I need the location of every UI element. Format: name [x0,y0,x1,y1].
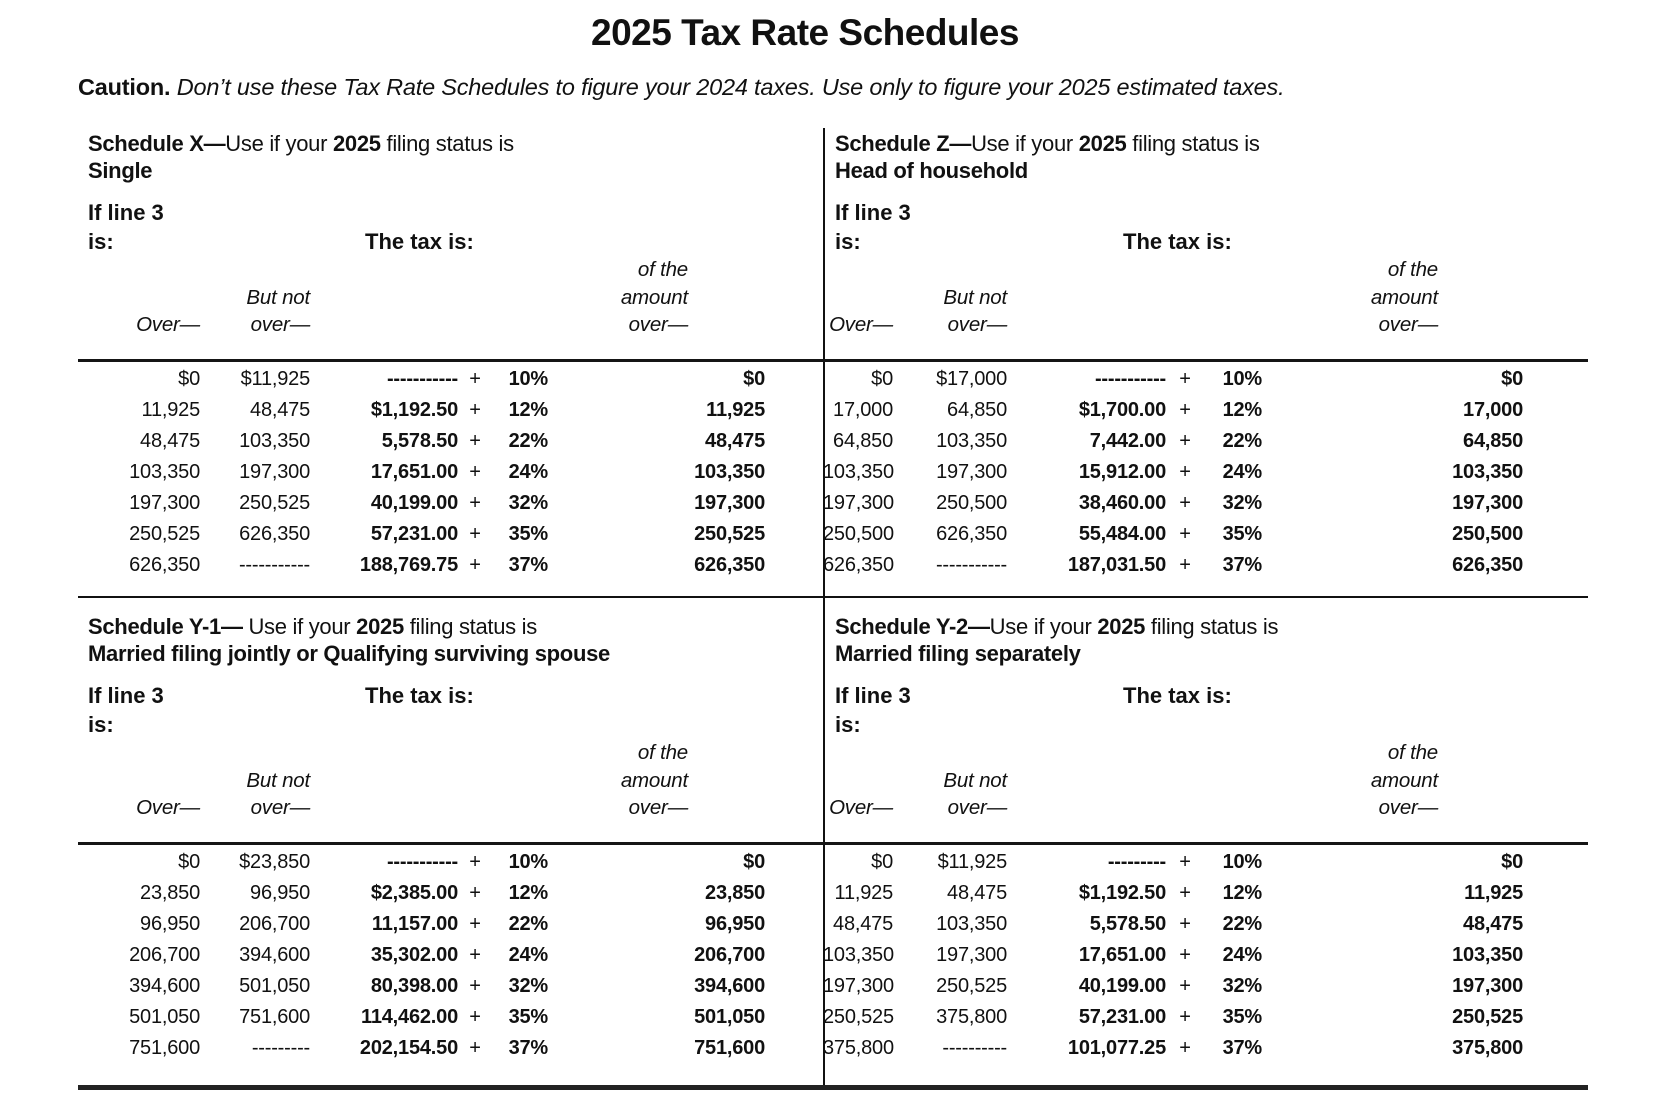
page-title: 2025 Tax Rate Schedules [591,12,1019,53]
of-amount-cell: 501,050 [694,1005,765,1028]
of-amount-cell: 11,925 [706,398,765,421]
over-cell: $0 [178,367,200,390]
over-cell: 11,925 [834,881,893,904]
plus-sign: + [1179,522,1191,545]
but-not-over-header [893,767,1007,822]
schedule-y1-panel [78,598,823,1086]
tax-bracket-row [823,909,1588,940]
header-rule [78,359,823,362]
schedules-grid [78,126,1588,1090]
if-line3-l1: If line 3 [88,683,164,708]
tax-amount-cell: 38,460.00 [1078,491,1166,514]
rate-cell: 10% [1222,850,1262,873]
tax-amount-cell: ----------- [386,367,458,390]
but-not-over-cell: 197,300 [239,460,310,483]
schedule-y1-filing-status: Married filing jointly or Qualifying surviving spouse [88,640,610,666]
of-amount-l2: amount [620,768,688,792]
but-not-l1: But not [246,285,310,309]
of-amount-cell: 250,525 [694,522,765,545]
header-rule [823,842,1588,845]
tax-bracket-row [823,971,1588,1002]
but-not-l1: But not [943,285,1007,309]
tax-amount-cell: 40,199.00 [370,491,458,514]
condition-row [78,198,823,256]
tax-amount-cell: 35,302.00 [370,943,458,966]
but-not-over-cell: 206,700 [239,912,310,935]
header-rule [78,842,823,845]
plus-sign: + [1179,1005,1191,1028]
over-cell: 96,950 [140,912,200,935]
if-line3-l2: is: [835,712,861,737]
tax-amount-cell: --------- [1107,850,1166,873]
over-cell: 197,300 [823,974,894,997]
tax-is-label: The tax is: [365,229,474,254]
of-amount-l1: of the [637,741,688,764]
if-line3-l1: If line 3 [835,200,911,225]
but-not-l2: over— [947,313,1007,336]
tax-amount-cell: 15,912.00 [1078,460,1166,483]
of-amount-cell: $0 [743,367,765,390]
rate-cell: 10% [1222,367,1262,390]
schedule-y2-rows [823,847,1588,1064]
but-not-over-cell: --------- [251,1036,310,1059]
schedule-z-panel [823,126,1588,596]
tax-amount-cell: 7,442.00 [1089,429,1166,452]
of-amount-cell: 103,350 [1452,460,1523,483]
but-not-l2: over— [250,313,310,336]
but-not-over-cell: $23,850 [239,850,310,873]
but-not-over-cell: 64,850 [947,398,1007,421]
plus-sign: + [469,429,481,452]
plus-sign: + [1179,491,1191,514]
tax-bracket-row [78,519,823,550]
tax-amount-cell: $1,700.00 [1078,398,1166,421]
tax-bracket-row [78,1002,823,1033]
tax-amount-cell: ----------- [1094,367,1166,390]
of-amount-cell: 626,350 [694,553,765,576]
over-header: Over— [829,313,893,336]
column-headers [78,256,823,339]
but-not-over-cell: 250,525 [239,491,310,514]
over-cell: 626,350 [823,553,894,576]
rate-cell: 35% [508,522,548,545]
of-amount-header [548,739,823,822]
tax-amount-cell: 17,651.00 [370,460,458,483]
schedule-y1-year: 2025 [356,614,404,639]
tax-amount-cell: 80,398.00 [370,974,458,997]
but-not-over-cell: 48,475 [250,398,310,421]
over-cell: 375,800 [823,1036,894,1059]
over-cell: 394,600 [129,974,200,997]
rate-cell: 22% [508,912,548,935]
of-amount-cell: $0 [1501,367,1523,390]
rate-cell: 22% [508,429,548,452]
of-amount-cell: 17,000 [1463,398,1523,421]
schedule-x-name: Schedule X— [88,131,226,156]
plus-sign: + [469,974,481,997]
of-amount-cell: 197,300 [1452,491,1523,514]
if-line3-l1: If line 3 [88,200,164,225]
tax-amount-cell: ----------- [386,850,458,873]
tax-amount-cell: 55,484.00 [1078,522,1166,545]
rate-cell: 37% [508,553,548,576]
rate-cell: 35% [508,1005,548,1028]
of-amount-cell: 103,350 [694,460,765,483]
tax-bracket-row [78,488,823,519]
tax-bracket-row [823,457,1588,488]
over-cell: 197,300 [129,491,200,514]
over-cell: $0 [871,367,893,390]
tax-bracket-row [823,364,1588,395]
rate-cell: 24% [508,460,548,483]
plus-sign: + [469,522,481,545]
schedule-y1-status-text: filing status is [403,614,537,639]
but-not-l1: But not [246,768,310,792]
but-not-l1: But not [943,768,1007,792]
tax-bracket-row [78,909,823,940]
schedule-y1-title [78,598,823,667]
rate-cell: 32% [508,974,548,997]
schedule-x-filing-status: Single [88,157,153,183]
of-amount-l2: amount [1370,285,1438,309]
over-cell: 11,925 [141,398,200,421]
over-cell: 250,525 [823,1005,894,1028]
tax-amount-cell: $1,192.50 [370,398,458,421]
of-amount-header [1262,739,1588,822]
plus-sign: + [469,553,481,576]
schedule-y2-use-text: Use if your [989,614,1098,639]
schedule-z-status-text: filing status is [1126,131,1260,156]
rate-cell: 12% [1222,398,1262,421]
but-not-over-cell: $17,000 [936,367,1007,390]
if-line3-l2: is: [88,229,114,254]
but-not-over-cell: 250,525 [936,974,1007,997]
of-amount-cell: 11,925 [1464,881,1523,904]
plus-sign: + [1179,429,1191,452]
schedule-y2-name: Schedule Y-2— [835,614,990,639]
schedule-x-status-text: filing status is [380,131,514,156]
over-cell: 501,050 [129,1005,200,1028]
tax-amount-cell: 57,231.00 [370,522,458,545]
of-amount-l3: over— [628,313,688,336]
of-amount-cell: 394,600 [694,974,765,997]
rate-cell: 32% [1222,974,1262,997]
plus-sign: + [1179,850,1191,873]
of-amount-cell: 64,850 [1463,429,1523,452]
schedule-y2-filing-status: Married filing separately [835,640,1081,666]
of-amount-cell: 375,800 [1452,1036,1523,1059]
but-not-over-cell: 197,300 [936,943,1007,966]
tax-amount-cell: $2,385.00 [370,881,458,904]
schedule-y1-use-text: Use if your [242,614,357,639]
but-not-over-cell: 626,350 [239,522,310,545]
of-amount-l3: over— [1378,313,1438,336]
tax-is-label: The tax is: [1123,683,1232,708]
rate-cell: 32% [1222,491,1262,514]
of-amount-cell: 103,350 [1452,943,1523,966]
schedule-x-panel [78,126,823,596]
tax-amount-cell: 114,462.00 [361,1005,458,1028]
of-amount-l1: of the [1387,258,1438,281]
bottom-row [78,598,1588,1086]
caution-label: Caution. [78,74,171,100]
over-cell: 206,700 [129,943,200,966]
schedule-y1-rows [78,847,823,1064]
tax-bracket-row [78,395,823,426]
but-not-over-cell: 103,350 [239,429,310,452]
column-headers [823,256,1588,339]
tax-is-label: The tax is: [365,683,474,708]
tax-amount-cell: 101,077.25 [1067,1036,1166,1059]
but-not-l2: over— [250,796,310,819]
plus-sign: + [469,1005,481,1028]
but-not-over-cell: ---------- [942,1036,1007,1059]
but-not-over-header [200,767,310,822]
but-not-over-cell: ----------- [935,553,1007,576]
tax-amount-cell: 187,031.50 [1067,553,1166,576]
rate-cell: 24% [508,943,548,966]
top-row [78,126,1588,596]
but-not-over-header [200,284,310,339]
tax-bracket-row [823,550,1588,581]
over-cell: 103,350 [823,460,894,483]
but-not-over-cell: 375,800 [936,1005,1007,1028]
if-line3-l2: is: [835,229,861,254]
schedule-x-year: 2025 [332,131,381,156]
of-amount-cell: 751,600 [694,1036,765,1059]
of-amount-l1: of the [1387,741,1438,764]
schedule-y2-panel [823,598,1588,1086]
plus-sign: + [469,398,481,421]
plus-sign: + [1179,1036,1191,1059]
page-bottom-rule [78,1085,1588,1090]
plus-sign: + [1179,398,1191,421]
plus-sign: + [1179,943,1191,966]
schedule-y2-year: 2025 [1097,614,1146,639]
column-headers [78,739,823,822]
but-not-over-cell: 103,350 [936,912,1007,935]
tax-amount-cell: $1,192.50 [1078,881,1166,904]
over-header: Over— [136,796,200,819]
rate-cell: 22% [1222,429,1262,452]
tax-bracket-row [78,426,823,457]
tax-amount-cell: 188,769.75 [359,553,458,576]
plus-sign: + [469,943,481,966]
plus-sign: + [1179,367,1191,390]
but-not-over-cell: $11,925 [240,367,310,390]
plus-sign: + [1179,460,1191,483]
of-amount-header [548,256,823,339]
tax-amount-cell: 5,578.50 [1089,912,1166,935]
plus-sign: + [469,1036,481,1059]
but-not-over-cell: 96,950 [250,881,310,904]
plus-sign: + [469,881,481,904]
of-amount-cell: 23,850 [705,881,765,904]
over-cell: 17,000 [833,398,893,421]
schedule-y2-title [823,598,1588,667]
plus-sign: + [1179,553,1191,576]
over-cell: 250,525 [129,522,200,545]
condition-row [823,198,1588,256]
over-cell: 197,300 [823,491,894,514]
of-amount-cell: 250,500 [1452,522,1523,545]
but-not-over-cell: 103,350 [936,429,1007,452]
plus-sign: + [469,912,481,935]
of-amount-cell: 197,300 [694,491,765,514]
of-amount-l1: of the [637,258,688,281]
tax-bracket-row [823,488,1588,519]
over-cell: 751,600 [129,1036,200,1059]
rate-cell: 12% [508,398,548,421]
schedule-z-use-text: Use if your [971,131,1079,156]
over-cell: $0 [871,850,893,873]
of-amount-l2: amount [620,285,688,309]
tax-bracket-row [78,1033,823,1064]
rate-cell: 37% [1222,1036,1262,1059]
schedule-x-rows [78,364,823,581]
of-amount-cell: 250,525 [1452,1005,1523,1028]
over-header: Over— [136,313,200,336]
plus-sign: + [469,460,481,483]
tax-amount-cell: 57,231.00 [1078,1005,1166,1028]
schedule-z-rows [823,364,1588,581]
schedule-z-filing-status: Head of household [835,157,1028,183]
but-not-l2: over— [947,796,1007,819]
over-cell: 626,350 [129,553,200,576]
plus-sign: + [1179,881,1191,904]
tax-bracket-row [823,395,1588,426]
rate-cell: 12% [1222,881,1262,904]
but-not-over-cell: 394,600 [239,943,310,966]
tax-amount-cell: 5,578.50 [381,429,458,452]
plus-sign: + [469,491,481,514]
tax-bracket-row [823,940,1588,971]
of-amount-cell: 96,950 [705,912,765,935]
rate-cell: 22% [1222,912,1262,935]
tax-amount-cell: 11,157.00 [371,912,458,935]
rate-cell: 24% [1222,943,1262,966]
caution-note [78,74,1588,101]
over-cell: 250,500 [823,522,894,545]
tax-amount-cell: 202,154.50 [359,1036,458,1059]
of-amount-cell: 48,475 [705,429,765,452]
over-cell: 48,475 [140,429,200,452]
but-not-over-cell: 250,500 [936,491,1007,514]
over-cell: 103,350 [129,460,200,483]
tax-amount-cell: 17,651.00 [1078,943,1166,966]
tax-bracket-row [78,457,823,488]
tax-bracket-row [78,550,823,581]
header-rule [823,359,1588,362]
of-amount-cell: 197,300 [1452,974,1523,997]
schedule-y2-status-text: filing status is [1145,614,1279,639]
schedule-x-title [78,126,823,184]
of-amount-cell: 48,475 [1463,912,1523,935]
but-not-over-cell: 501,050 [239,974,310,997]
tax-bracket-row [823,847,1588,878]
of-amount-l3: over— [1378,796,1438,819]
of-amount-cell: $0 [743,850,765,873]
but-not-over-cell: ----------- [238,553,310,576]
if-line3-l1: If line 3 [835,683,911,708]
if-line3-l2: is: [88,712,114,737]
over-cell: 103,350 [823,943,894,966]
schedule-z-name: Schedule Z— [835,131,972,156]
of-amount-header [1262,256,1588,339]
schedule-z-title [823,126,1588,184]
rate-cell: 37% [1222,553,1262,576]
tax-is-label: The tax is: [1123,229,1232,254]
tax-bracket-row [823,519,1588,550]
over-header: Over— [829,796,893,819]
plus-sign: + [1179,974,1191,997]
rate-cell: 37% [508,1036,548,1059]
schedule-x-use-text: Use if your [225,131,333,156]
plus-sign: + [1179,912,1191,935]
schedule-y1-name: Schedule Y-1— [88,614,243,639]
of-amount-l3: over— [628,796,688,819]
over-cell: 64,850 [833,429,893,452]
tax-bracket-row [78,878,823,909]
over-cell: 23,850 [140,881,200,904]
but-not-over-cell: $11,925 [937,850,1007,873]
of-amount-cell: 626,350 [1452,553,1523,576]
of-amount-cell: 206,700 [694,943,765,966]
of-amount-cell: $0 [1501,850,1523,873]
tax-bracket-row [78,364,823,395]
rate-cell: 35% [1222,1005,1262,1028]
of-amount-l2: amount [1370,768,1438,792]
over-cell: $0 [178,850,200,873]
condition-row [78,681,823,739]
but-not-over-cell: 626,350 [936,522,1007,545]
tax-bracket-row [78,940,823,971]
tax-bracket-row [823,878,1588,909]
rate-cell: 10% [508,850,548,873]
but-not-over-cell: 751,600 [239,1005,310,1028]
rate-cell: 35% [1222,522,1262,545]
rate-cell: 24% [1222,460,1262,483]
tax-bracket-row [78,971,823,1002]
but-not-over-cell: 48,475 [947,881,1007,904]
caution-text: Don’t use these Tax Rate Schedules to figure your 2024 taxes. Use only to figure your 2025 estimated taxes. [176,74,1285,100]
column-headers [823,739,1588,822]
tax-bracket-row [823,1033,1588,1064]
schedule-z-year: 2025 [1078,131,1127,156]
over-cell: 48,475 [833,912,893,935]
tax-bracket-row [78,847,823,878]
tax-bracket-row [823,1002,1588,1033]
condition-row [823,681,1588,739]
rate-cell: 32% [508,491,548,514]
plus-sign: + [469,850,481,873]
plus-sign: + [469,367,481,390]
tax-bracket-row [823,426,1588,457]
tax-amount-cell: 40,199.00 [1078,974,1166,997]
rate-cell: 12% [508,881,548,904]
rate-cell: 10% [508,367,548,390]
but-not-over-cell: 197,300 [936,460,1007,483]
but-not-over-header [893,284,1007,339]
